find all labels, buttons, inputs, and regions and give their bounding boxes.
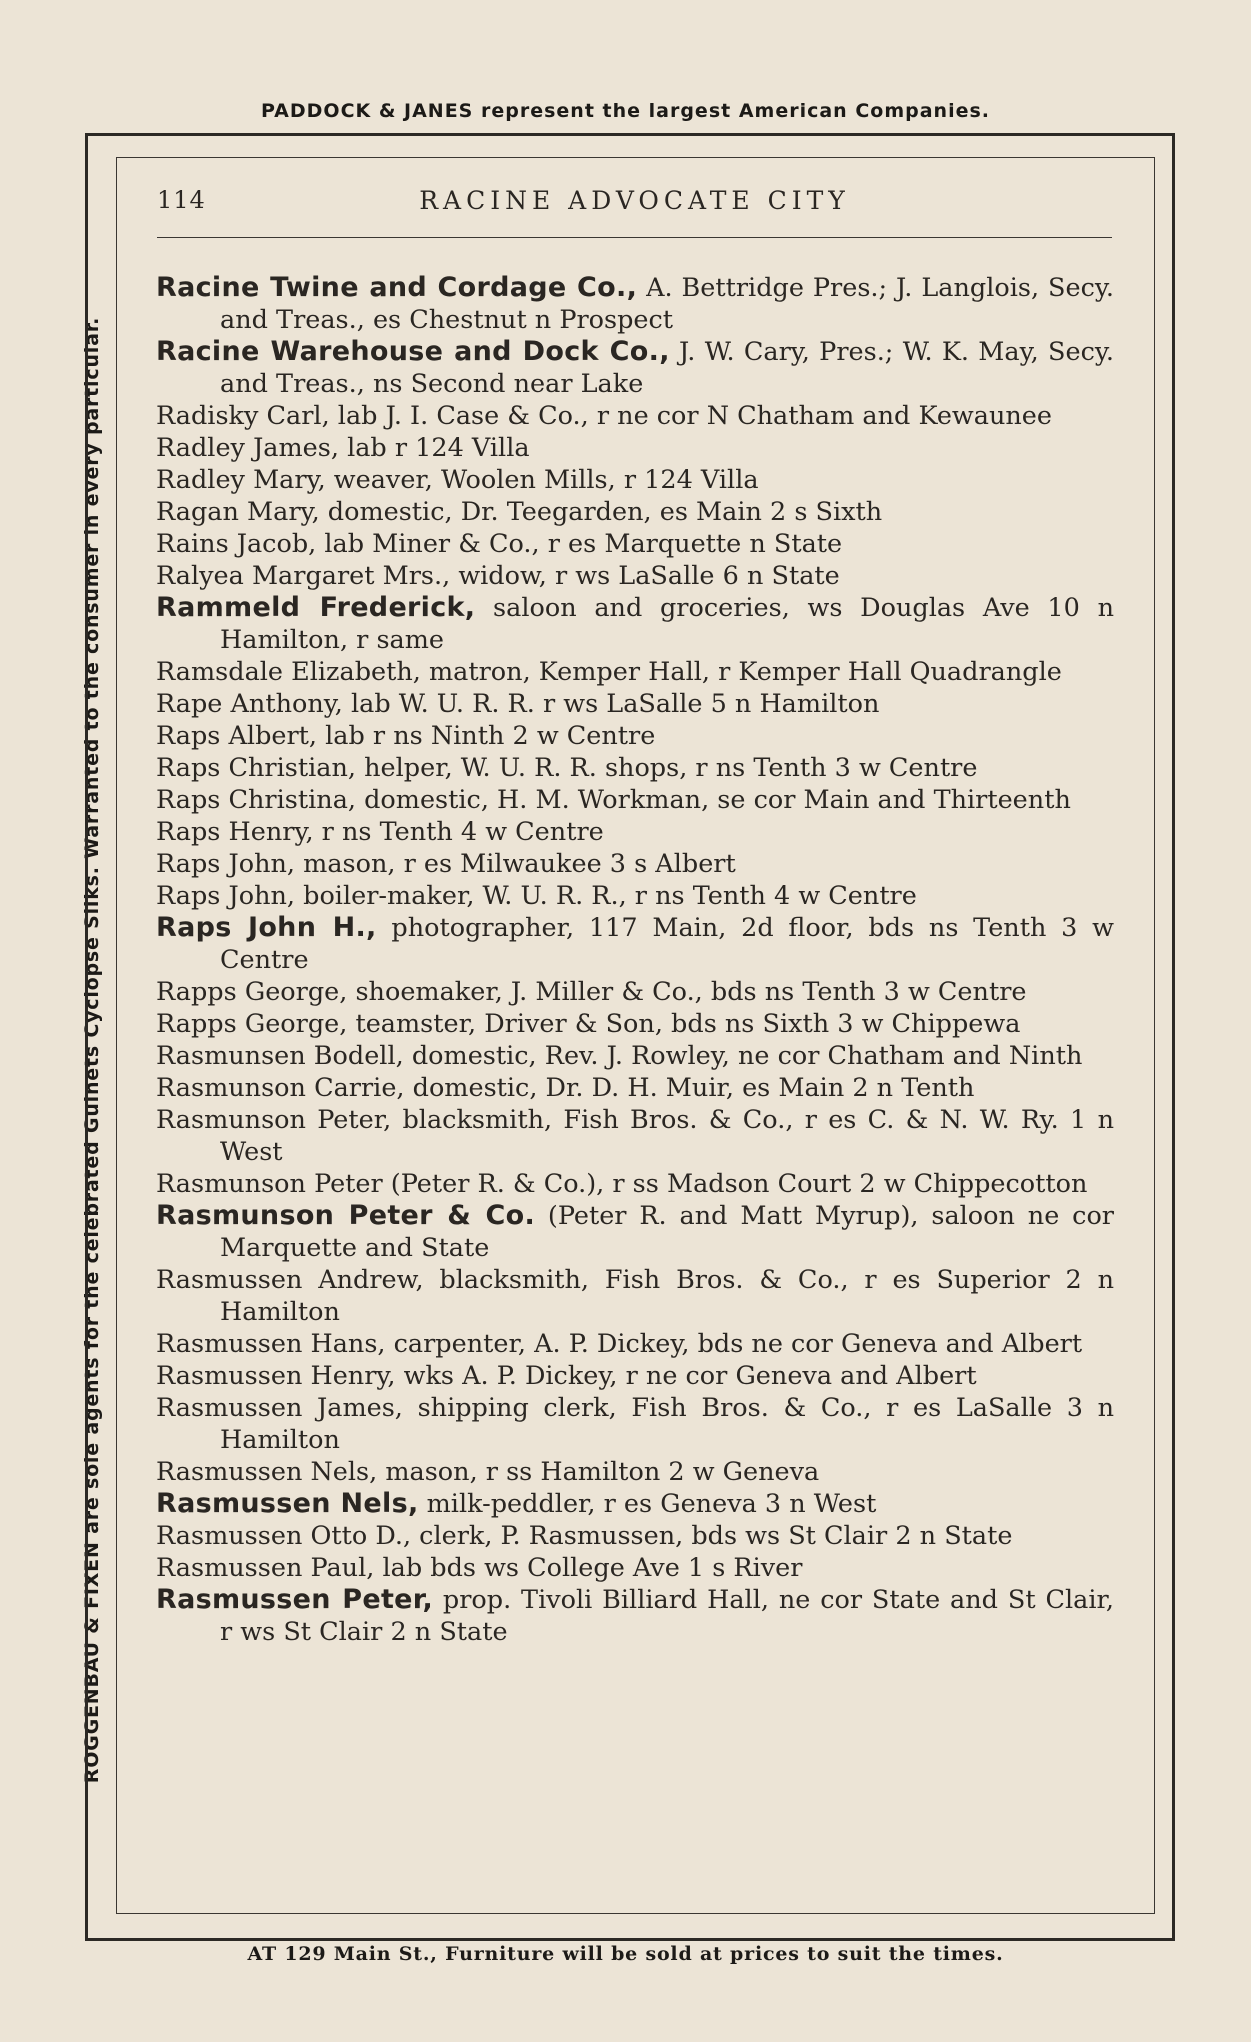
- entry-details: photographer, 117 Main, 2d floor, bds ns Tenth 3 w Centre: [220, 913, 1114, 975]
- entry-details: Raps Henry, r ns Tenth 4 w Centre: [156, 817, 604, 847]
- entry-name: Rasmussen Peter,: [156, 1584, 434, 1615]
- entry-details: A. Bettridge Pres.; J. Langlois, Secy. and Treas., es Chestnut n Prospect: [220, 273, 1114, 335]
- directory-entry: [156, 880, 1114, 912]
- directory-entry: [156, 1456, 1114, 1488]
- entry-details: Rape Anthony, lab W. U. R. R. r ws LaSalle 5 n Hamilton: [156, 689, 880, 719]
- entry-details: (Peter R. and Matt Myrup), saloon ne cor Marquette and State: [220, 1201, 1114, 1263]
- directory-entry: [156, 560, 1114, 592]
- directory-entry: [156, 592, 1114, 656]
- directory-entry: [156, 1520, 1114, 1552]
- directory-entry: [156, 1104, 1114, 1168]
- directory-entry: [156, 1200, 1114, 1264]
- directory-entry: [156, 1008, 1114, 1040]
- directory-entry: [156, 400, 1114, 432]
- entry-details: Radley James, lab r 124 Villa: [156, 433, 530, 463]
- directory-entry: [156, 1392, 1114, 1456]
- entry-details: Rasmunson Peter, blacksmith, Fish Bros. & Co., r es C. & N. W. Ry. 1 n West: [156, 1105, 1114, 1167]
- entry-details: Rasmussen Henry, wks A. P. Dickey, r ne cor Geneva and Albert: [156, 1361, 977, 1391]
- entry-details: Rapps George, shoemaker, J. Miller & Co., bds ns Tenth 3 w Centre: [156, 977, 1027, 1007]
- header-divider: [157, 237, 1112, 238]
- entry-details: Ramsdale Elizabeth, matron, Kemper Hall, r Kemper Hall Quadrangle: [156, 657, 1062, 687]
- entry-details: Rasmussen Nels, mason, r ss Hamilton 2 w Geneva: [156, 1457, 820, 1487]
- directory-entry: [156, 1072, 1114, 1104]
- entry-details: Rains Jacob, lab Miner & Co., r es Marquette n State: [156, 529, 843, 559]
- side-advertisement: ROGGENBAU & FIXEN are sole agents for the celebrated Guinets Cyclopse Silks. Warranted to the consumer in every particular.: [81, 316, 103, 1784]
- directory-entry: [156, 1488, 1114, 1520]
- entry-details: Ralyea Margaret Mrs., widow, r ws LaSalle 6 n State: [156, 561, 840, 591]
- directory-entry: [156, 912, 1114, 976]
- entry-name: Rasmussen Nels,: [156, 1488, 419, 1519]
- directory-entry: [156, 1328, 1114, 1360]
- entry-details: Rasmunson Carrie, domestic, Dr. D. H. Muir, es Main 2 n Tenth: [156, 1073, 975, 1103]
- directory-entry: [156, 784, 1114, 816]
- directory-entry: [156, 688, 1114, 720]
- entry-details: Raps Albert, lab r ns Ninth 2 w Centre: [156, 721, 656, 751]
- directory-entry: [156, 1264, 1114, 1328]
- footer-advertisement: AT 129 Main St., Furniture will be sold at prices to suit the times.: [247, 1943, 1004, 1965]
- entry-name: Racine Twine and Cordage Co.,: [156, 272, 638, 303]
- entry-details: Raps John, mason, r es Milwaukee 3 s Albert: [156, 849, 736, 879]
- entry-details: Rasmunson Peter (Peter R. & Co.), r ss Madson Court 2 w Chippecotton: [156, 1169, 1088, 1199]
- entry-name: Rammeld Frederick,: [156, 592, 476, 623]
- entry-details: Radley Mary, weaver, Woolen Mills, r 124 Villa: [156, 465, 759, 495]
- directory-entry: [156, 336, 1114, 400]
- page-header: [157, 186, 1112, 226]
- entry-details: Rasmussen Andrew, blacksmith, Fish Bros. & Co., r es Superior 2 n Hamilton: [156, 1265, 1114, 1327]
- entry-details: Raps John, boiler-maker, W. U. R. R., r ns Tenth 4 w Centre: [156, 881, 917, 911]
- header-advertisement: PADDOCK & JANES represent the largest American Companies.: [260, 100, 990, 122]
- entry-details: Rasmussen James, shipping clerk, Fish Bros. & Co., r es LaSalle 3 n Hamilton: [156, 1393, 1114, 1455]
- entry-details: Raps Christina, domestic, H. M. Workman, se cor Main and Thirteenth: [156, 785, 1071, 815]
- directory-entry: [156, 1552, 1114, 1584]
- directory-entry: [156, 432, 1114, 464]
- directory-entry: [156, 720, 1114, 752]
- entry-name: Raps John H.,: [156, 912, 377, 943]
- entry-details: Rapps George, teamster, Driver & Son, bds ns Sixth 3 w Chippewa: [156, 1009, 1021, 1039]
- entry-details: Radisky Carl, lab J. I. Case & Co., r ne cor N Chatham and Kewaunee: [156, 401, 1052, 431]
- directory-entry: [156, 464, 1114, 496]
- entry-details: Rasmussen Paul, lab bds ws College Ave 1 s River: [156, 1553, 803, 1583]
- directory-entries: [156, 272, 1114, 1648]
- directory-entry: [156, 528, 1114, 560]
- entry-details: milk-peddler, r es Geneva 3 n West: [418, 1489, 877, 1519]
- directory-entry: [156, 656, 1114, 688]
- running-title: RACINE ADVOCATE CITY: [419, 186, 850, 215]
- page-number: 114: [157, 186, 206, 214]
- entry-details: Ragan Mary, domestic, Dr. Teegarden, es Main 2 s Sixth: [156, 497, 883, 527]
- directory-entry: [156, 272, 1114, 336]
- entry-details: Rasmussen Hans, carpenter, A. P. Dickey, bds ne cor Geneva and Albert: [156, 1329, 1083, 1359]
- entry-details: Rasmunsen Bodell, domestic, Rev. J. Rowley, ne cor Chatham and Ninth: [156, 1041, 1083, 1071]
- directory-entry: [156, 1584, 1114, 1648]
- directory-entry: [156, 1360, 1114, 1392]
- entry-name: Racine Warehouse and Dock Co.,: [156, 336, 670, 367]
- directory-entry: [156, 816, 1114, 848]
- directory-entry: [156, 496, 1114, 528]
- entry-name: Rasmunson Peter & Co.: [156, 1200, 536, 1231]
- entry-details: prop. Tivoli Billiard Hall, ne cor State and St Clair, r ws St Clair 2 n State: [220, 1585, 1114, 1647]
- directory-entry: [156, 848, 1114, 880]
- directory-entry: [156, 752, 1114, 784]
- entry-details: Rasmussen Otto D., clerk, P. Rasmussen, bds ws St Clair 2 n State: [156, 1521, 1013, 1551]
- directory-entry: [156, 1168, 1114, 1200]
- directory-entry: [156, 976, 1114, 1008]
- directory-entry: [156, 1040, 1114, 1072]
- entry-details: Raps Christian, helper, W. U. R. R. shops, r ns Tenth 3 w Centre: [156, 753, 978, 783]
- entry-details: J. W. Cary, Pres.; W. K. May, Secy. and Treas., ns Second near Lake: [220, 337, 1114, 399]
- entry-details: saloon and groceries, ws Douglas Ave 10 n Hamilton, r same: [220, 593, 1114, 655]
